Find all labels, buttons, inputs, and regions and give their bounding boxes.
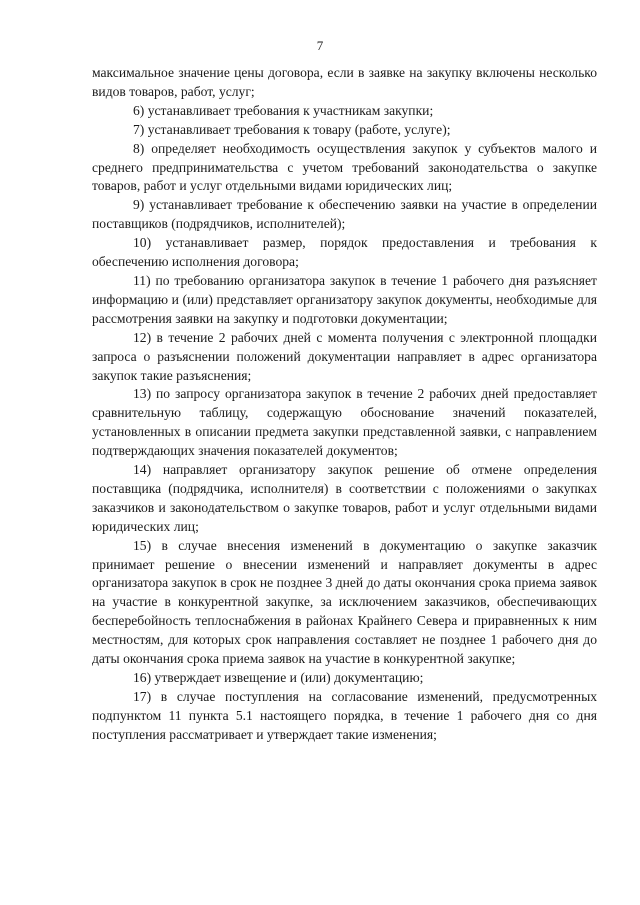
page-number: 7 <box>316 38 324 53</box>
list-item-13: 13) по запросу организатора закупок в течение 2 рабочих дней предоставляет сравнительную таблицу, содержащую обоснование значений показателей, установленных в описании предмета закупки представленной заявки, с направлением подтверждающих значения показателей документов; <box>92 386 597 459</box>
list-item-14: 14) направляет организатору закупок решение об отмене определения поставщика (подрядчика, исполнителя) в соответствии с положениями о закупках заказчиков и законодательством о закупке товаров, работ и услуг отдельными видами юридических лиц; <box>92 462 597 534</box>
list-item-6: 6) устанавливает требования к участникам закупки; <box>133 102 434 118</box>
list-item-11: 11) по требованию организатора закупок в течение 1 рабочего дня разъясняет информацию и (или) представляет организатору закупок документы, необходимые для рассмотрения заявки на закупку и подготовки документации; <box>92 272 597 326</box>
document-body <box>92 64 597 745</box>
list-item-15: 15) в случае внесения изменений в документацию о закупке заказчик принимает решение о внесении изменений и направляет документы в адрес организатора закупок в срок не позднее 3 дней до даты окончания срока приема заявок на участие в конкурентной закупке, за исключением заказчиков, обеспечивающих бесперебойность теплоснабжения в районах Крайнего Севера и приравненных к ним местностям, для которых срок направления составляет не позднее 1 рабочего дня до даты окончания срока приема заявок на участие в конкурентной закупке; <box>92 537 597 667</box>
list-item-12: 12) в течение 2 рабочих дней с момента получения с электронной площадки запроса о разъяснении положений документации направляет в адрес организатора закупок такие разъяснения; <box>92 329 597 383</box>
list-item-8: 8) определяет необходимость осуществления закупок у субъектов малого и среднего предпринимательства с учетом требований законодательства о закупке товаров, работ и услуг отдельными видами юридических лиц; <box>92 140 597 194</box>
list-item-17: 17) в случае поступления на согласование изменений, предусмотренных подпунктом 11 пункта 5.1 настоящего порядка, в течение 1 рабочего дня со дня поступления рассматривает и утверждает такие изменения; <box>92 688 597 742</box>
list-item-7: 7) устанавливает требования к товару (работе, услуге); <box>133 121 451 137</box>
list-item-16: 16) утверждает извещение и (или) документацию; <box>133 670 424 685</box>
list-item-9: 9) устанавливает требование к обеспечению заявки на участие в определении поставщиков (подрядчиков, исполнителей); <box>92 197 597 232</box>
list-item-10: 10) устанавливает размер, порядок предоставления и требования к обеспечению исполнения договора; <box>92 235 597 270</box>
paragraph-continuation: максимальное значение цены договора, если в заявке на закупку включены несколько видов товаров, работ, услуг; <box>92 65 597 99</box>
